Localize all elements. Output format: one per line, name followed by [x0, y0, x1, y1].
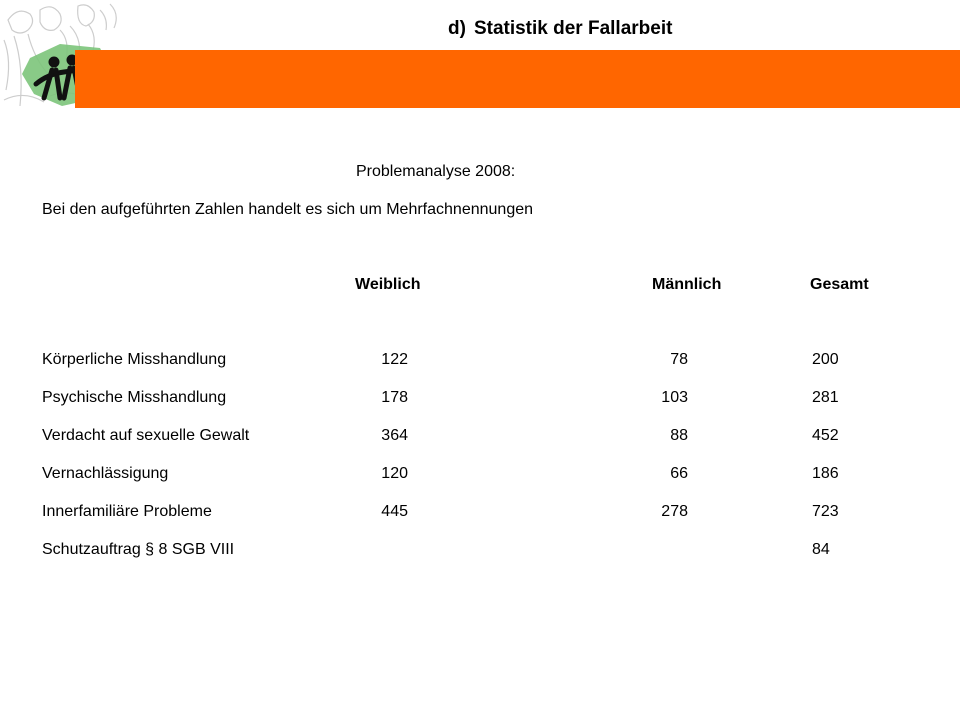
cell-weiblich: 364	[381, 427, 408, 444]
title-number: d)	[448, 18, 466, 39]
row-label: Innerfamiliäre Probleme	[42, 503, 212, 520]
title-text: Statistik der Fallarbeit	[473, 18, 673, 39]
cell-gesamt: 281	[812, 389, 839, 406]
cell-gesamt: 200	[812, 351, 839, 368]
row-label: Schutzauftrag § 8 SGB VIII	[42, 541, 235, 558]
cell-gesamt: 186	[812, 465, 839, 482]
column-header-maennlich: Männlich	[652, 276, 722, 293]
cell-maennlich: 78	[670, 351, 688, 368]
cell-maennlich: 103	[661, 389, 688, 406]
cell-gesamt: 84	[812, 541, 830, 558]
subtitle: Problemanalyse 2008:	[356, 163, 516, 180]
column-header-gesamt: Gesamt	[810, 276, 869, 293]
cell-weiblich: 445	[381, 503, 408, 520]
column-header-weiblich: Weiblich	[355, 276, 421, 293]
cell-maennlich: 278	[661, 503, 688, 520]
page-title	[448, 18, 672, 40]
row-label: Körperliche Misshandlung	[42, 351, 227, 368]
cell-gesamt: 723	[812, 503, 839, 520]
header-accent-bar	[75, 50, 960, 108]
row-label: Verdacht auf sexuelle Gewalt	[42, 427, 250, 444]
cell-gesamt: 452	[812, 427, 839, 444]
row-label: Psychische Misshandlung	[42, 389, 227, 406]
row-label: Vernachlässigung	[42, 465, 169, 482]
cell-weiblich: 120	[381, 465, 408, 482]
cell-maennlich: 88	[670, 427, 688, 444]
note-text: Bei den aufgeführten Zahlen handelt es sich um Mehrfachnennungen	[42, 201, 534, 218]
cell-weiblich: 122	[381, 351, 408, 368]
cell-maennlich: 66	[670, 465, 688, 482]
cell-weiblich: 178	[381, 389, 408, 406]
